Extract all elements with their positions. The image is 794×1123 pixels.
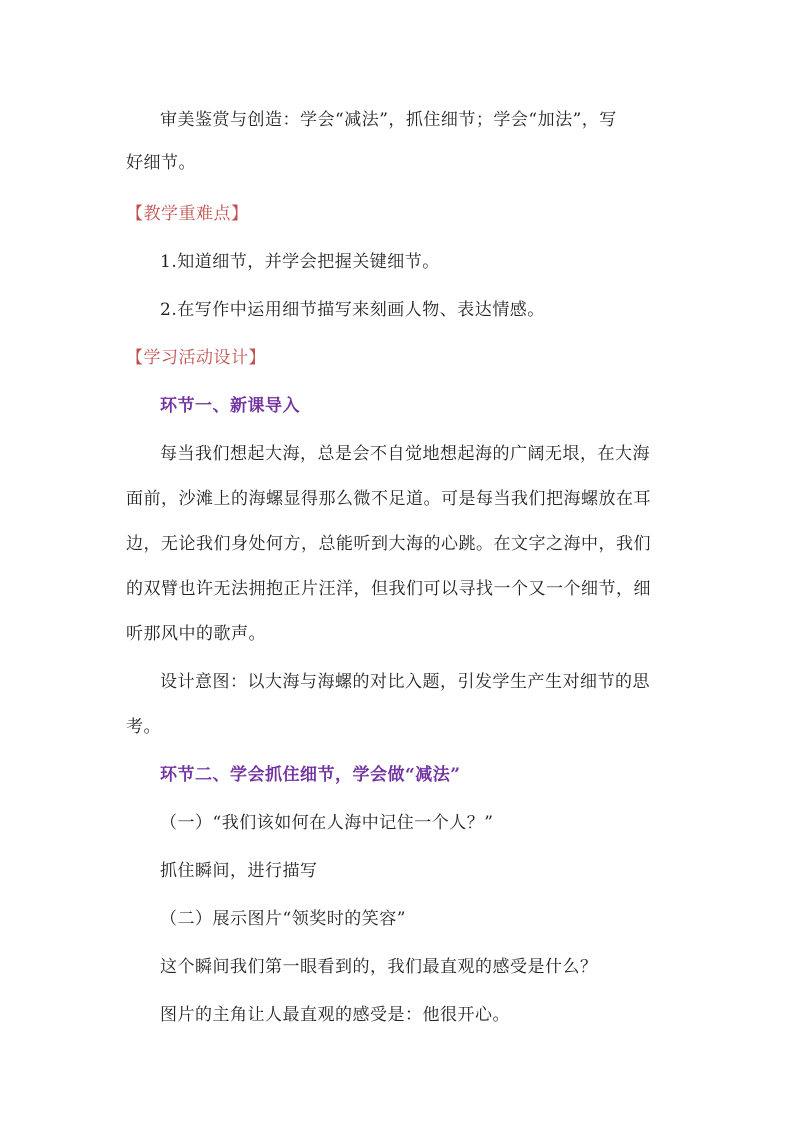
answer-line: 图片的主角让人最直观的感受是：他很开心。 [160,1005,510,1025]
section-title-activity-design: 【学习活动设计】 [126,348,266,368]
intro-paragraph-line4: 的双臂也许无法拥抱正片汪洋，但我们可以寻找一个又一个细节，细 [126,579,651,599]
sub-item-two: （二）展示图片“领奖时的笑容” [160,909,406,929]
heading-step-one: 环节一、新课导入 [160,396,300,416]
intro-paragraph-line1: 每当我们想起大海，总是会不自觉地想起海的广阔无垠，在大海 [160,444,650,464]
intro-paragraph-line3: 边，无论我们身处何方，总能听到大海的心跳。在文字之海中，我们 [126,534,651,554]
section-title-key-points: 【教学重难点】 [126,204,249,224]
key-point-2: 2.在写作中运用细节描写来刻画人物、表达情感。 [160,300,545,320]
sub-item-one-detail: 抓住瞬间，进行描写 [160,861,318,881]
question-line: 这个瞬间我们第一眼看到的，我们最直观的感受是什么？ [160,957,598,977]
paragraph-objective-line2: 好细节。 [126,153,196,173]
sub-item-one: （一）“我们该如何在人海中记住一个人？” [160,813,494,833]
design-intent-line2: 考。 [126,717,161,737]
intro-paragraph-line2: 面前，沙滩上的海螺显得那么微不足道。可是每当我们把海螺放在耳 [126,489,651,509]
design-intent-line1: 设计意图：以大海与海螺的对比入题，引发学生产生对细节的思 [160,672,650,692]
key-point-1: 1.知道细节，并学会把握关键细节。 [160,252,440,272]
heading-step-two: 环节二、学会抓住细节，学会做“减法” [160,765,461,785]
intro-paragraph-line5: 听那风中的歌声。 [126,624,266,644]
paragraph-objective-line1: 审美鉴赏与创造：学会“减法”，抓住细节；学会“加法”，写 [160,110,617,130]
